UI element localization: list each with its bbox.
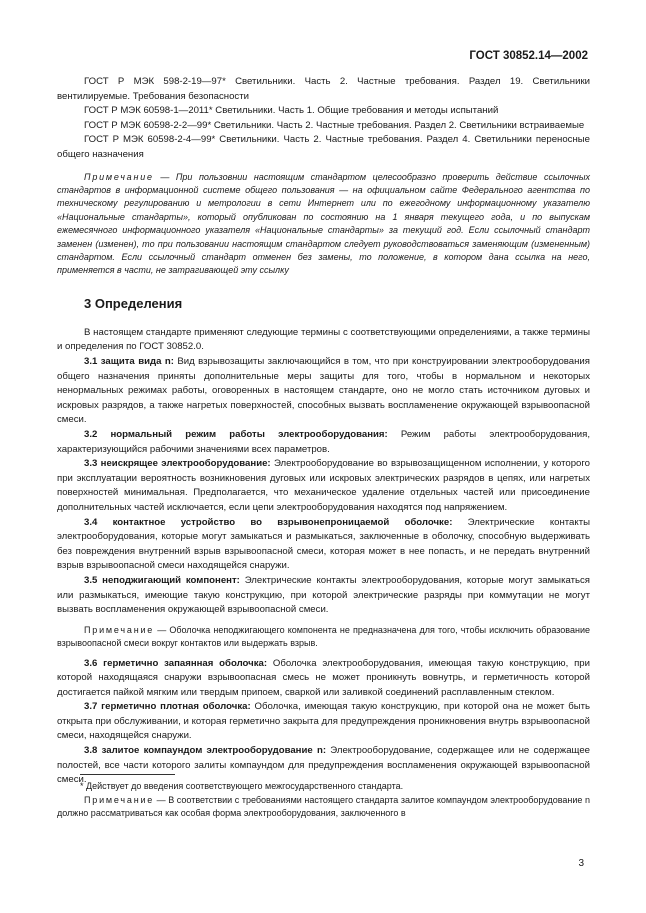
standard-code-header: ГОСТ 30852.14—2002	[469, 50, 588, 62]
definition-text: Оболочка, имеющая такую конструкцию, при которой она не может быть открыта при обслуживании, и которая герметично закрыта для предупреждения проникновения внутрь взрывоопасной смеси, находящейся снаружи.	[57, 701, 590, 742]
definition-term: 3.6 герметично запаянная оболочка:	[84, 657, 268, 669]
definition-item	[57, 574, 590, 618]
definition-term: 3.7 герметично плотная оболочка:	[84, 701, 251, 713]
reference-entry: ГОСТ Р МЭК 598-2-19—97* Светильники. Часть 2. Частные требования. Раздел 19. Светильники вентилируемые. Требования безопасности	[57, 76, 590, 102]
note-text: — При пользовнии настоящим стандартом целесообразно проверить действие ссылочных стандартов в информационной системе общего пользования — на официальном сайте Федерального агентства по техническому регулированию и метрологии в сети Интернет или по ежегодному информационному указателю «Национальные стандарты», который опубликован по состоянию на 1 января текущего года, и по выпускам ежемесячного информационного указателя «Национальные стандарты» за текущий год. Если ссылочный стандарт заменен (изменен), то при пользовании настоящим стандартом следует руководствоваться заменяющим (измененным) стандартом. Если ссылочный стандарт отменен без замены, то положение, в котором дана ссылка на него, применяется в части, не затрагивающей эту ссылку	[57, 171, 590, 276]
note-paragraph	[57, 794, 590, 821]
definition-text: Электрооборудование, содержащее или не содержащее полостей, все части которого залиты компаундом для предупреждения воспламенения окружающей взрывоопасной смеси.	[57, 745, 590, 786]
definition-text: Электрические контакты электрооборудования, которые могут замыкаться и размыкаться, заключенные в оболочку, способную выдерживать без повреждения внутренний взрыв взрывоопасной смеси, которая может в нее попасть, и не передать внутренний взрыв взрывоопасной смеси находящейся снаружи.	[57, 516, 590, 572]
note-label: Примечание	[84, 171, 154, 182]
note-label: Примечание	[84, 794, 155, 805]
note-paragraph	[57, 171, 590, 278]
definition-item	[57, 457, 590, 515]
reference-entry: ГОСТ Р МЭК 60598-2-4—99* Светильники. Часть 2. Частные требования. Раздел 4. Светильники переносные общего назначения	[57, 134, 590, 160]
page-number: 3	[578, 858, 584, 869]
definition-text: Оболочка электрооборудования, имеющая такую конструкцию, при которой находящаяся снаружи взрывоопасная смесь не может проникнуть вовнутрь, и герметичность которой достигается пайкой мягким или твердым припоем, сваркой или заливкой соединений расплавленным стеклом.	[57, 657, 590, 698]
definition-item	[57, 428, 590, 457]
definition-item	[57, 657, 590, 701]
note-text: — Оболочка неподжигающего компонента не предназначена для того, чтобы исключить образование взрывоопасной смеси вокруг контактов или выдержать взрыв.	[57, 624, 590, 649]
definition-text: Электрические контакты электрооборудования, которые могут замыкаться или размыкаться, имеющие такую конструкцию, при которой электрические разряды при коммутации не могут вызвать воспламенения окружающей взрывоопасной смеси.	[57, 574, 590, 616]
definition-term: 3.8 залитое компаундом электрооборудование n:	[84, 745, 327, 757]
definition-item	[57, 516, 590, 574]
definition-term: 3.4 контактное устройство во взрывонепроницаемой оболочке:	[84, 516, 453, 528]
reference-entry: ГОСТ Р МЭК 60598-1—2011* Светильники. Часть 1. Общие требования и методы испытаний	[84, 105, 499, 117]
definition-term: 3.1 защита вида n:	[84, 356, 174, 367]
definition-term: 3.5 неподжигающий компонент:	[84, 574, 240, 586]
definition-text: Вид взрывозащиты заключающийся в том, что при конструировании электрооборудования общего назначения приняты дополнительные меры защиты для того, чтобы в нормальном и некоторых ненормальных режимах работы, оговоренных в настоящем стандарте, оно не могло стать источником дуговых и искровых разрядов, а также нагретых поверхностей, способных вызвать воспламенение окружающей взрывоопасной смеси.	[57, 356, 590, 426]
page-content	[57, 75, 590, 821]
definition-term: 3.3 неискрящее электрооборудование:	[84, 458, 271, 470]
intro-paragraph: В настоящем стандарте применяют следующие термины с соответствующими определениями, а также термины и определения по ГОСТ 30852.0.	[57, 326, 590, 353]
reference-entry: ГОСТ Р МЭК 60598-2-2—99* Светильники. Часть 2. Частные требования. Раздел 2. Светильники встраиваемые	[84, 119, 585, 131]
definition-item	[57, 355, 590, 428]
definition-item	[57, 700, 590, 744]
definition-term: 3.2 нормальный режим работы электрооборудования:	[84, 428, 388, 440]
note-paragraph	[57, 624, 590, 651]
footnote-divider	[80, 774, 175, 775]
footnote: * Действует до введения соответствующего межгосударственного стандарта.	[80, 781, 404, 791]
section-title: 3 Определения	[84, 295, 183, 311]
note-label: Примечание	[84, 624, 155, 635]
note-text: — В соответствии с требованиями настоящего стандарта залитое компаундом электрооборудование n должно рассматриваться как особая форма электрооборудования, заключенного в	[57, 794, 590, 819]
definition-text: Режим работы электрооборудования, характеризующийся рабочими значениями всех параметров.	[57, 428, 590, 455]
definition-text: Электрооборудование во взрывозащищенном исполнении, у которого при эксплуатации вероятность возникновения дуговых или искровых электрических разрядов в цепях, или нагретых поверхностей минимальная. Предполагается, что механическое удаление отдельных частей или присоединение дополнительных частей исключается, если цепи электрооборудования находятся под напряжением.	[57, 458, 590, 513]
